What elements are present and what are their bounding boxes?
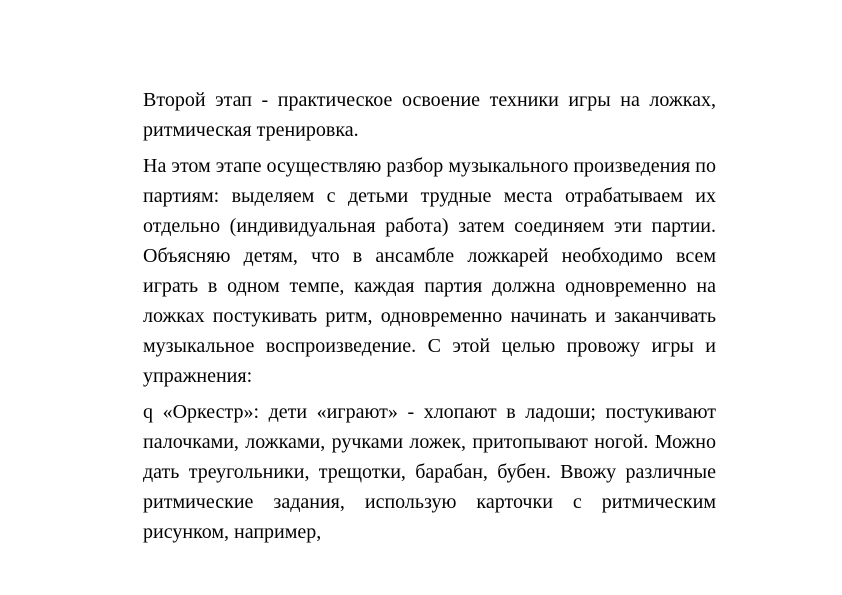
body-text <box>143 85 716 553</box>
paragraph-orchestra-game: q «Оркестр»: дети «играют» - хлопают в ладоши; постукивают палочками, ложками, ручками ложек, притопывают ногой. Можно дать треугольники, трещотки, барабан, бубен. Ввожу различные ритмические задания, использую карточки с ритмическим рисунком, например, <box>143 401 716 543</box>
paragraph-stage-description: На этом этапе осуществляю разбор музыкального произведения по партиям: выделяем с детьми трудные места отрабатываем их отдельно (индивидуальная работа) затем соединяем эти партии. Объясняю детям, что в ансамбле ложкарей необходимо всем играть в одном темпе, каждая партия должна одновременно на ложках постукивать ритм, одновременно начинать и заканчивать музыкальное воспроизведение. С этой целью провожу игры и упражнения: <box>143 155 716 387</box>
paragraph-stage-two: Второй этап - практическое освоение техники игры на ложках, ритмическая тренировка. <box>143 89 716 141</box>
